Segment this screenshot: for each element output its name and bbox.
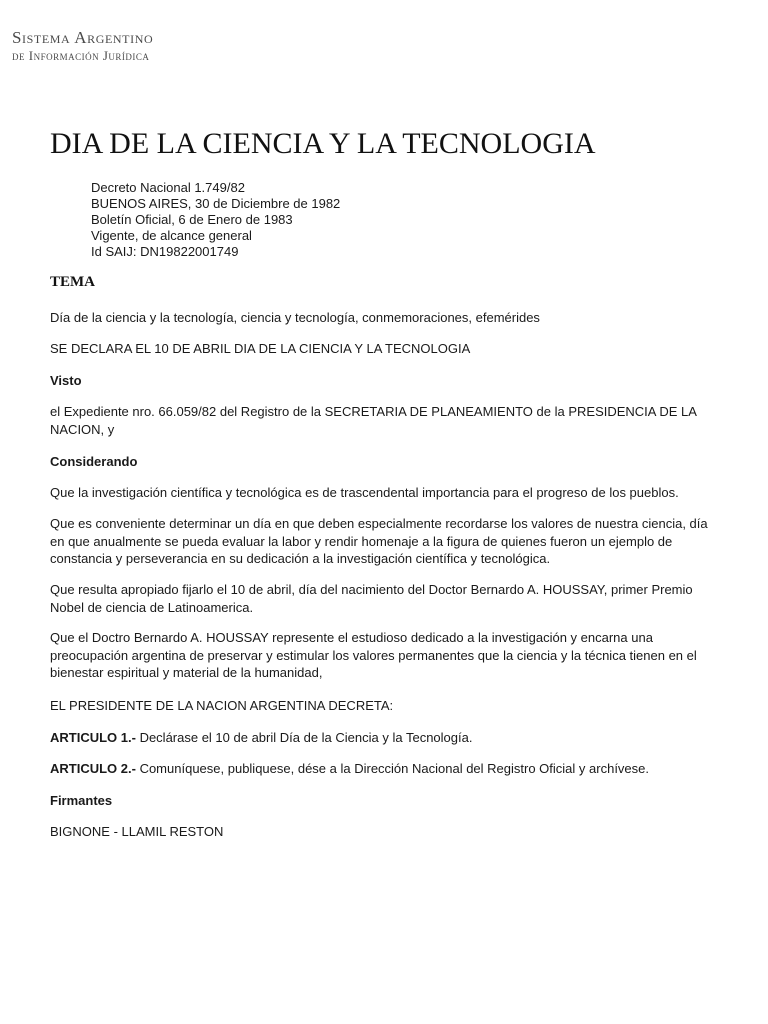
summary-text: SE DECLARA EL 10 DE ABRIL DIA DE LA CIENCIA Y LA TECNOLOGIA (50, 341, 471, 356)
saij-logo (12, 29, 153, 62)
articulo-1-text: Declárase el 10 de abril Día de la Ciencia y la Tecnología. (135, 730, 473, 745)
articulo-2-label: ARTICULO 2.- (50, 761, 136, 776)
firmantes-heading: Firmantes (50, 793, 113, 808)
considerando-paragraph: Que la investigación científica y tecnológica es de trascendental importancia para el progreso de los pueblos. (50, 485, 679, 500)
articulo-1 (50, 729, 720, 747)
decree-place-date: BUENOS AIRES, 30 de Diciembre de 1982 (91, 196, 341, 211)
tema-heading: TEMA (50, 274, 95, 290)
tema-text: Día de la ciencia y la tecnología, ciencia y tecnología, conmemoraciones, efemérides (50, 310, 540, 325)
articulo-1-label: ARTICULO 1.- (50, 730, 136, 745)
logo-line-1: Sistema Argentino (12, 28, 154, 47)
decree-number: Decreto Nacional 1.749/82 (91, 180, 245, 195)
boletin-oficial: Boletín Oficial, 6 de Enero de 1983 (91, 212, 293, 227)
considerando-paragraph: Que resulta apropiado fijarlo el 10 de abril, día del nacimiento del Doctor Bernardo A. HOUSSAY, primer Premio Nobel de ciencia de Latinoamerica. (50, 582, 693, 615)
considerando-heading: Considerando (50, 454, 138, 469)
decreta-text: EL PRESIDENTE DE LA NACION ARGENTINA DECRETA: (50, 698, 394, 713)
decree-metadata (91, 180, 340, 260)
id-saij: Id SAIJ: DN19822001749 (91, 244, 239, 259)
vigencia: Vigente, de alcance general (91, 228, 252, 243)
firmantes-names: BIGNONE - LLAMIL RESTON (50, 824, 224, 839)
logo-line-2: de Información Jurídica (12, 48, 150, 63)
visto-heading: Visto (50, 373, 82, 388)
document-title: DIA DE LA CIENCIA Y LA TECNOLOGIA (50, 127, 596, 160)
articulo-2 (50, 760, 720, 778)
considerando-paragraph: Que el Doctro Bernardo A. HOUSSAY represente el estudioso dedicado a la investigación y encarna una preocupación argentina de preservar y estimular los valores permanentes que la ciencia y la técnica tienen en el bienestar espiritual y material de la humanidad, (50, 630, 697, 680)
considerando-paragraph: Que es conveniente determinar un día en que deben especialmente recordarse los valores de nuestra ciencia, día en que anualmente se pueda evaluar la labor y rendir homenaje a la figura de quienes fueron un ejemplo de constancia y perseverancia en su dedicación a la investigación científica y tecnológica. (50, 516, 708, 566)
visto-text: el Expediente nro. 66.059/82 del Registro de la SECRETARIA DE PLANEAMIENTO de la PRESIDENCIA DE LA NACION, y (50, 404, 697, 437)
articulo-2-text: Comuníquese, publiquese, dése a la Dirección Nacional del Registro Oficial y archívese. (135, 761, 649, 776)
